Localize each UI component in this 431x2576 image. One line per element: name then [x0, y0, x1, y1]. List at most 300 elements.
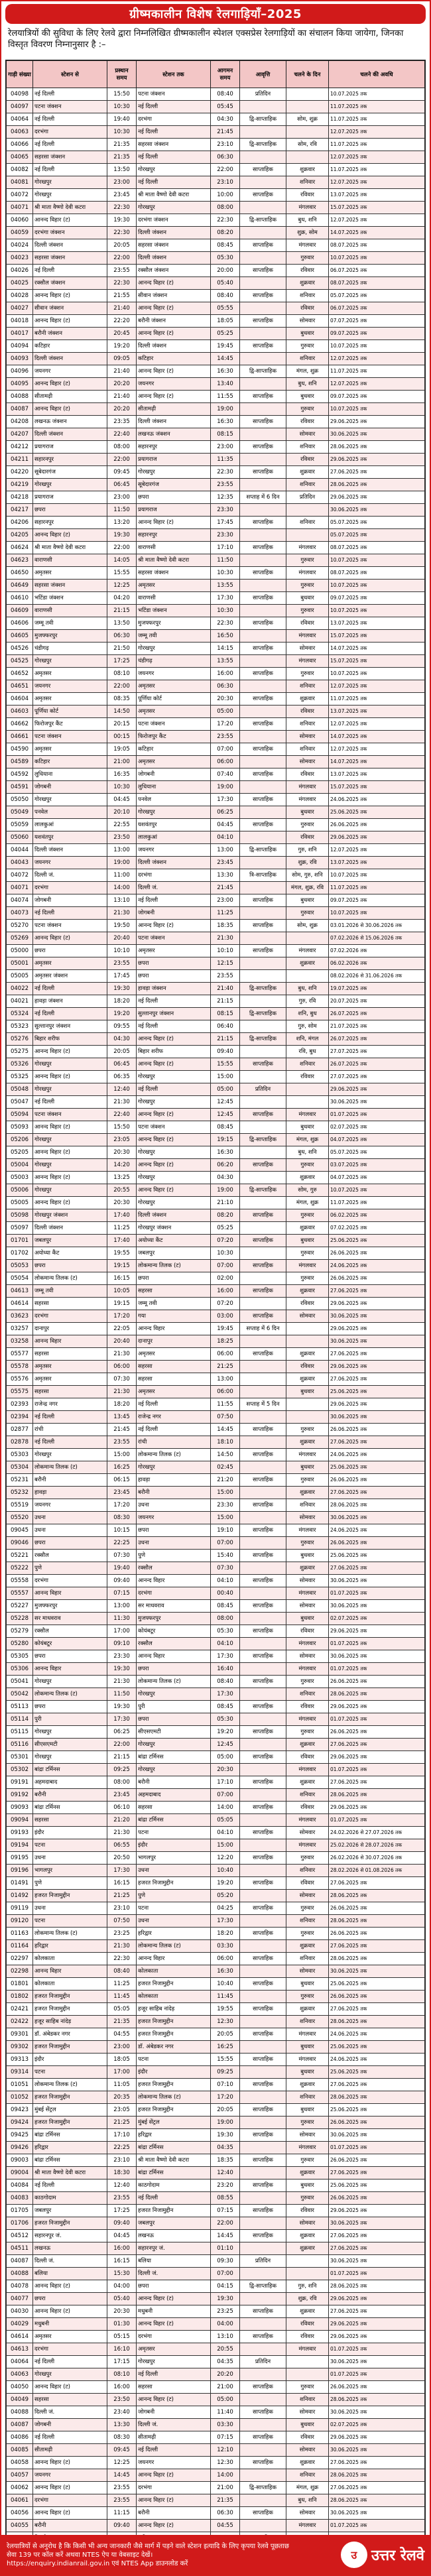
cell-train-no: 04026 — [7, 265, 33, 277]
cell-period: 28.06.2025 तक — [329, 1499, 425, 1512]
cell-arrival: 07:00 — [211, 1537, 240, 1550]
cell-arrival: 12:15 — [211, 957, 240, 970]
table-row — [7, 2394, 425, 2406]
cell-to-station: कटिहार — [137, 353, 211, 365]
cell-train-no: 05205 — [7, 1146, 33, 1159]
cell-frequency: साप्ताहिक — [240, 1852, 286, 1865]
cell-from-station: कोलकाता — [33, 1978, 107, 1991]
cell-from-station: पटना जंक्शन — [33, 1109, 107, 1121]
cell-arrival: 06:20 — [211, 1159, 240, 1172]
cell-days: गुरुवार — [286, 2381, 329, 2394]
cell-period: 26.06.2025 तक — [329, 1272, 425, 1285]
cell-from-station: रक्सौल — [33, 1550, 107, 1562]
cell-train-no: 04063 — [7, 2368, 33, 2381]
cell-departure: 13:20 — [107, 517, 137, 529]
cell-arrival: 07:20 — [211, 1298, 240, 1310]
cell-train-no: 05001 — [7, 957, 33, 970]
cell-departure: 23:40 — [107, 2406, 137, 2419]
cell-train-no: 04614 — [7, 1298, 33, 1310]
cell-arrival: 12:35 — [211, 491, 240, 504]
cell-arrival: 11:35 — [211, 454, 240, 466]
cell-train-no: 03258 — [7, 1335, 33, 1348]
cell-arrival: 06:40 — [211, 1020, 240, 1033]
table-row — [7, 1789, 425, 1802]
cell-arrival: 22:30 — [211, 617, 240, 630]
cell-from-station: आनन्द विहार (ट) — [33, 315, 107, 328]
cell-train-no: 05059 — [7, 819, 33, 831]
cell-frequency: साप्ताहिक — [240, 1575, 286, 1587]
cell-to-station: गोरखपुर — [137, 1071, 211, 1083]
cell-from-station: चंडीगढ़ — [33, 643, 107, 655]
footer-link[interactable]: https://enquiry.indianrail.gov.in एवं NTES App डाउनलोड करें — [7, 2559, 188, 2567]
cell-arrival: 23:30 — [211, 1499, 240, 1512]
cell-days: शनिवार — [286, 1953, 329, 1965]
table-row — [7, 2217, 425, 2230]
cell-arrival: 21:10 — [211, 1197, 240, 1209]
cell-departure: 20:05 — [107, 1046, 137, 1058]
cell-departure: 14:05 — [107, 554, 137, 567]
cell-frequency: साप्ताहिक — [240, 1524, 286, 1537]
cell-train-no: 04604 — [7, 693, 33, 705]
cell-to-station: मुजफ्फरपुर — [137, 617, 211, 630]
cell-to-station: रक्सौल — [137, 1562, 211, 1575]
table-row — [7, 1852, 425, 1865]
cell-train-no: 04088 — [7, 2268, 33, 2280]
cell-period: 06.02.2025 तक — [329, 1209, 425, 1222]
cell-train-no: 04021 — [7, 995, 33, 1008]
cell-train-no: 04024 — [7, 239, 33, 252]
cell-to-station: उधना — [137, 1865, 211, 1877]
cell-to-station: जोगबनी — [137, 768, 211, 781]
cell-days — [286, 126, 329, 139]
table-row — [7, 1008, 425, 1020]
cell-period: 27.07.2025 तक — [329, 1071, 425, 1083]
cell-to-station: आनन्द विहार (ट) — [137, 517, 211, 529]
cell-arrival: 13:00 — [211, 844, 240, 857]
table-row — [7, 1928, 425, 1940]
cell-from-station: पुणे — [33, 1562, 107, 1575]
table-row — [7, 2280, 425, 2293]
cell-to-station: बांद्रा टर्मिनस — [137, 1751, 211, 1764]
cell-departure: 06:00 — [107, 1361, 137, 1373]
cell-from-station: अमृतसर — [33, 957, 107, 970]
cell-departure: 20:10 — [107, 806, 137, 819]
cell-arrival: 21:00 — [211, 2482, 240, 2494]
cell-period: 01.07.2025 तक — [329, 2520, 425, 2532]
cell-departure: 06:25 — [107, 1726, 137, 1739]
cell-to-station: सुल्तानपुर जंक्शन — [137, 1008, 211, 1020]
cell-to-station: नई दिल्ली — [137, 2444, 211, 2457]
cell-frequency — [240, 580, 286, 592]
cell-from-station: नई दिल्ली — [33, 907, 107, 920]
cell-train-no: 04217 — [7, 504, 33, 517]
cell-days: मंगलवार — [286, 1449, 329, 1461]
cell-period: 14.07.2025 तक — [329, 643, 425, 655]
cell-to-station: पुणे — [137, 1550, 211, 1562]
cell-arrival: 07:15 — [211, 2205, 240, 2217]
cell-arrival: 04:45 — [211, 819, 240, 831]
cell-period: 08.07.2025 तक — [329, 542, 425, 554]
cell-train-no: 05053 — [7, 1260, 33, 1272]
cell-to-station: छपरा — [137, 957, 211, 970]
table-row — [7, 1650, 425, 1663]
cell-departure: 20:30 — [107, 1146, 137, 1159]
table-row — [7, 1814, 425, 1827]
cell-period: 29.06.2025 तक — [329, 1398, 425, 1411]
cell-train-no: 04652 — [7, 668, 33, 680]
table-row — [7, 1146, 425, 1159]
cell-arrival: 08:15 — [211, 428, 240, 441]
cell-frequency: सप्ताह में 6 दिन — [240, 1323, 286, 1335]
table-row — [7, 983, 425, 995]
cell-arrival: 19:20 — [211, 1726, 240, 1739]
cell-arrival: 19:45 — [211, 1323, 240, 1335]
cell-frequency — [240, 1197, 286, 1209]
cell-to-station: दिल्ली जंक्शन — [137, 416, 211, 428]
cell-frequency — [240, 1411, 286, 1424]
cell-days: सोमवार — [286, 428, 329, 441]
cell-frequency — [240, 1020, 286, 1033]
cell-frequency — [240, 403, 286, 416]
cell-period: 03.07.2025 तक — [329, 1159, 425, 1172]
cell-days: बुधवार — [286, 1461, 329, 1474]
cell-arrival: 08:45 — [211, 1600, 240, 1613]
cell-period: 24.06.2025 तक — [329, 1524, 425, 1537]
cell-from-station: आनन्द विहार (ट) — [33, 378, 107, 391]
table-row — [7, 2381, 425, 2394]
cell-departure: 22:00 — [107, 1739, 137, 1751]
cell-train-no: 04205 — [7, 529, 33, 542]
cell-frequency — [240, 1335, 286, 1348]
cell-period: 07.07.2025 तक — [329, 315, 425, 328]
cell-departure: 10:05 — [107, 1285, 137, 1298]
cell-frequency: साप्ताहिक — [240, 2003, 286, 2016]
cell-to-station: पटना जंक्शन — [137, 718, 211, 731]
cell-arrival: 05:55 — [211, 302, 240, 315]
cell-days: शुक्रवार — [286, 1436, 329, 1449]
table-row — [7, 239, 425, 252]
table-row — [7, 2129, 425, 2142]
cell-days: बुधवार — [286, 1386, 329, 1398]
cell-from-station: आनन्द विहार (ट) — [33, 290, 107, 302]
cell-frequency: साप्ताहिक — [240, 1260, 286, 1272]
cell-to-station: आनन्द विहार (ट) — [137, 2293, 211, 2305]
cell-frequency: द्वि-साप्ताहिक — [240, 2280, 286, 2293]
cell-days: शुक्रवार — [286, 277, 329, 290]
cell-period: 26.06.2025 तक — [329, 1424, 425, 1436]
cell-to-station: गोरखपुर — [137, 164, 211, 176]
cell-departure: 22:40 — [107, 1109, 137, 1121]
cell-from-station: जयनगर — [33, 2469, 107, 2482]
cell-arrival: 12:30 — [211, 2457, 240, 2469]
cell-departure: 21:35 — [107, 151, 137, 164]
cell-departure: 23:55 — [107, 957, 137, 970]
cell-train-no: 04624 — [7, 542, 33, 554]
cell-train-no: 04017 — [7, 328, 33, 340]
cell-to-station: सहरसा — [137, 1361, 211, 1373]
cell-days — [286, 970, 329, 983]
cell-frequency: साप्ताहिक — [240, 1953, 286, 1965]
cell-frequency: साप्ताहिक — [240, 1285, 286, 1298]
cell-arrival: 13:55 — [211, 580, 240, 592]
cell-train-no: 05042 — [7, 1688, 33, 1701]
cell-departure: 19:05 — [107, 743, 137, 756]
cell-days: रविवार — [286, 705, 329, 718]
cell-train-no: 04098 — [7, 88, 33, 101]
cell-to-station: जयनगर — [137, 668, 211, 680]
table-row — [7, 504, 425, 517]
cell-to-station: हरिद्वार — [137, 2129, 211, 2142]
cell-arrival: 16:00 — [211, 1285, 240, 1298]
cell-period: 10.07.2025 तक — [329, 869, 425, 882]
cell-days: मंगल, शुक्र — [286, 1134, 329, 1146]
cell-departure: 16:15 — [107, 1877, 137, 1890]
cell-frequency — [240, 2520, 286, 2532]
cell-arrival: 22:00 — [211, 2217, 240, 2230]
cell-departure: 09:40 — [107, 2520, 137, 2532]
cell-from-station: हावड़ा — [33, 1487, 107, 1499]
cell-departure: 22:20 — [107, 315, 137, 328]
cell-train-no: 05054 — [7, 1272, 33, 1285]
cell-frequency — [240, 655, 286, 668]
cell-period: 28.06.2025 तक — [329, 1915, 425, 1928]
cell-departure: 23:45 — [107, 1789, 137, 1802]
table-row — [7, 428, 425, 441]
cell-from-station: सहारनपुर — [33, 517, 107, 529]
cell-frequency: साप्ताहिक — [240, 2079, 286, 2091]
table-row — [7, 1953, 425, 1965]
cell-arrival: 11:45 — [211, 1991, 240, 2003]
cell-frequency — [240, 1663, 286, 1676]
cell-arrival: 04:10 — [211, 831, 240, 844]
cell-train-no: 05324 — [7, 1008, 33, 1020]
cell-days: सोमवार — [286, 2507, 329, 2520]
cell-from-station: बांद्रा टर्मिनस — [33, 1802, 107, 1814]
table-row — [7, 630, 425, 643]
cell-from-station: आनन्द विहार — [33, 1335, 107, 1348]
cell-departure: 14:20 — [107, 1159, 137, 1172]
cell-from-station: दिल्ली जं. — [33, 2406, 107, 2419]
cell-days: मंगलवार — [286, 1524, 329, 1537]
table-row — [7, 2368, 425, 2381]
cell-from-station: हजरत निजामुद्दीन — [33, 2217, 107, 2230]
cell-arrival: 18:35 — [211, 920, 240, 932]
cell-arrival: 08:45 — [211, 239, 240, 252]
cell-period: 14.07.2025 तक — [329, 731, 425, 743]
table-row — [7, 1625, 425, 1638]
cell-days: शुक्रवार — [286, 957, 329, 970]
cell-arrival: 03:30 — [211, 1940, 240, 1953]
cell-departure: 22:30 — [107, 1953, 137, 1965]
cell-frequency: साप्ताहिक — [240, 2431, 286, 2444]
cell-departure: 20:40 — [107, 1335, 137, 1348]
cell-arrival: 22:30 — [211, 214, 240, 227]
table-row — [7, 1487, 425, 1499]
table-row — [7, 252, 425, 265]
cell-frequency: साप्ताहिक — [240, 2230, 286, 2242]
cell-to-station: हरिद्वार — [137, 1928, 211, 1940]
cell-to-station: गोरखपुर — [137, 466, 211, 479]
cell-train-no: 04220 — [7, 466, 33, 479]
cell-arrival: 23:10 — [211, 139, 240, 151]
table-row — [7, 680, 425, 693]
cell-departure: 15:00 — [107, 1449, 137, 1461]
cell-departure: 09:10 — [107, 1638, 137, 1650]
cell-departure: 23:55 — [107, 2192, 137, 2205]
col-period: चलने की अवधि — [329, 61, 425, 88]
cell-arrival: 21:40 — [211, 983, 240, 995]
table-row — [7, 1638, 425, 1650]
cell-from-station: मुजफ्फरपुर — [33, 1600, 107, 1613]
cell-period: 27.06.2025 तक — [329, 2003, 425, 2016]
cell-departure: 12:40 — [107, 2179, 137, 2192]
cell-arrival: 04:15 — [211, 2280, 240, 2293]
cell-train-no: 05049 — [7, 806, 33, 819]
cell-arrival: 07:00 — [211, 743, 240, 756]
cell-train-no: 01492 — [7, 1890, 33, 1902]
cell-to-station: गोरखपुर — [137, 1739, 211, 1751]
cell-to-station: चंडीगढ़ — [137, 655, 211, 668]
cell-days: सोमवार — [286, 1890, 329, 1902]
title-banner — [5, 4, 426, 24]
cell-frequency: साप्ताहिक — [240, 743, 286, 756]
cell-days: सोमवार — [286, 643, 329, 655]
table-row — [7, 1172, 425, 1184]
table-row — [7, 227, 425, 239]
cell-frequency — [240, 1613, 286, 1625]
cell-from-station: कटिहार — [33, 756, 107, 768]
cell-days: रविवार — [286, 1701, 329, 1713]
cell-days: शुक्रवार — [286, 1373, 329, 1386]
cell-days: सोमवार — [286, 1827, 329, 1839]
cell-days: गुरुवार — [286, 403, 329, 416]
cell-departure: 10:15 — [107, 1524, 137, 1537]
cell-train-no: 04056 — [7, 2507, 33, 2520]
cell-period: 30.06.2025 तक — [329, 1965, 425, 1978]
cell-train-no: 04088 — [7, 2406, 33, 2419]
cell-to-station: आनन्द विहार (ट) — [137, 1159, 211, 1172]
cell-period: 11.07.2025 तक — [329, 882, 425, 894]
cell-departure: 16:15 — [107, 2255, 137, 2268]
cell-frequency — [240, 1121, 286, 1134]
cell-to-station: सर माधवराव — [137, 1600, 211, 1613]
table-row — [7, 794, 425, 806]
table-row — [7, 151, 425, 164]
cell-frequency — [240, 1361, 286, 1373]
cell-frequency: प्रतिदिन — [240, 1083, 286, 1096]
cell-train-no: 04073 — [7, 907, 33, 920]
table-row — [7, 101, 425, 113]
cell-days: सोम, गुरु — [286, 1184, 329, 1197]
cell-arrival: 16:40 — [211, 1663, 240, 1676]
table-row — [7, 1222, 425, 1235]
col-frequency: आवृत्ति — [240, 61, 286, 88]
cell-days: बुध, शनि — [286, 983, 329, 995]
cell-days: शनिवार — [286, 2016, 329, 2028]
cell-departure: 21:30 — [107, 907, 137, 920]
table-row — [7, 265, 425, 277]
cell-train-no: 05558 — [7, 1575, 33, 1587]
cell-frequency — [240, 2066, 286, 2079]
cell-frequency: साप्ताहिक — [240, 1159, 286, 1172]
cell-arrival: 13:55 — [211, 655, 240, 668]
cell-train-no: 09314 — [7, 2066, 33, 2079]
cell-arrival: 05:30 — [211, 252, 240, 265]
cell-to-station: गोरखपुर जंक्शन — [137, 1222, 211, 1235]
cell-days: शनिवार — [286, 1915, 329, 1928]
cell-departure: 09:40 — [107, 1575, 137, 1587]
cell-frequency — [240, 1764, 286, 1776]
cell-to-station: नई दिल्ली — [137, 126, 211, 139]
cell-arrival: 21:35 — [211, 2494, 240, 2507]
cell-frequency: त्रि-साप्ताहिक — [240, 869, 286, 882]
table-row — [7, 1260, 425, 1272]
cell-frequency: साप्ताहिक — [240, 1058, 286, 1071]
cell-frequency — [240, 1461, 286, 1474]
cell-period: 26.06.2025 तक — [329, 2381, 425, 2394]
cell-frequency — [240, 932, 286, 945]
cell-period: 28.06.2025 तक — [329, 2469, 425, 2482]
cell-arrival: 11:55 — [211, 1398, 240, 1411]
cell-frequency: साप्ताहिक — [240, 1600, 286, 1613]
cell-frequency — [240, 680, 286, 693]
cell-period: 28.06.2025 तक — [329, 1789, 425, 1802]
cell-frequency: साप्ताहिक — [240, 517, 286, 529]
cell-days: सोम, शुक्र — [286, 113, 329, 126]
cell-train-no: 01051 — [7, 2079, 33, 2091]
cell-frequency: साप्ताहिक — [240, 189, 286, 202]
cell-days: बुधवार — [286, 391, 329, 403]
cell-to-station: आनन्द विहार (ट) — [137, 1184, 211, 1197]
cell-arrival: 17:30 — [211, 592, 240, 605]
cell-arrival: 05:40 — [211, 277, 240, 290]
cell-to-station: गोरखपुर — [137, 1764, 211, 1776]
cell-arrival: 21:25 — [211, 1361, 240, 1373]
cell-departure: 08:10 — [107, 668, 137, 680]
cell-from-station: आनन्द विहार (ट) — [33, 403, 107, 416]
cell-period: 27.06.2025 तक — [329, 1562, 425, 1575]
train-table-container — [5, 60, 426, 2536]
cell-arrival: 04:10 — [211, 1638, 240, 1650]
cell-to-station: लोकमान्य तिलक (ट) — [137, 2091, 211, 2104]
cell-frequency: साप्ताहिक — [240, 1550, 286, 1562]
cell-departure: 06:30 — [107, 630, 137, 643]
cell-departure: 21:00 — [107, 756, 137, 768]
cell-train-no: 05113 — [7, 1701, 33, 1713]
cell-arrival: 14:45 — [211, 353, 240, 365]
cell-from-station: पटना जंक्शन — [33, 101, 107, 113]
cell-arrival: 18:10 — [211, 1436, 240, 1449]
table-row — [7, 1058, 425, 1071]
cell-days: गुरुवार — [286, 1902, 329, 1915]
cell-to-station: पटना जंक्शन — [137, 1121, 211, 1134]
table-row — [7, 605, 425, 617]
cell-to-station: हजरत निजामुद्दीन — [137, 2028, 211, 2041]
cell-to-station: भागलपुर — [137, 1852, 211, 1865]
table-row — [7, 731, 425, 743]
cell-train-no: 05575 — [7, 1386, 33, 1398]
cell-arrival: 18:35 — [211, 2154, 240, 2167]
cell-train-no: 05276 — [7, 1033, 33, 1046]
table-row — [7, 491, 425, 504]
cell-from-station: गोरखपुर — [33, 794, 107, 806]
cell-arrival: 10:30 — [211, 605, 240, 617]
cell-to-station: नई दिल्ली — [137, 1398, 211, 1411]
cell-arrival: 08:55 — [211, 2192, 240, 2205]
cell-frequency — [240, 1789, 286, 1802]
cell-days: शनिवार — [286, 743, 329, 756]
cell-train-no: 05270 — [7, 920, 33, 932]
